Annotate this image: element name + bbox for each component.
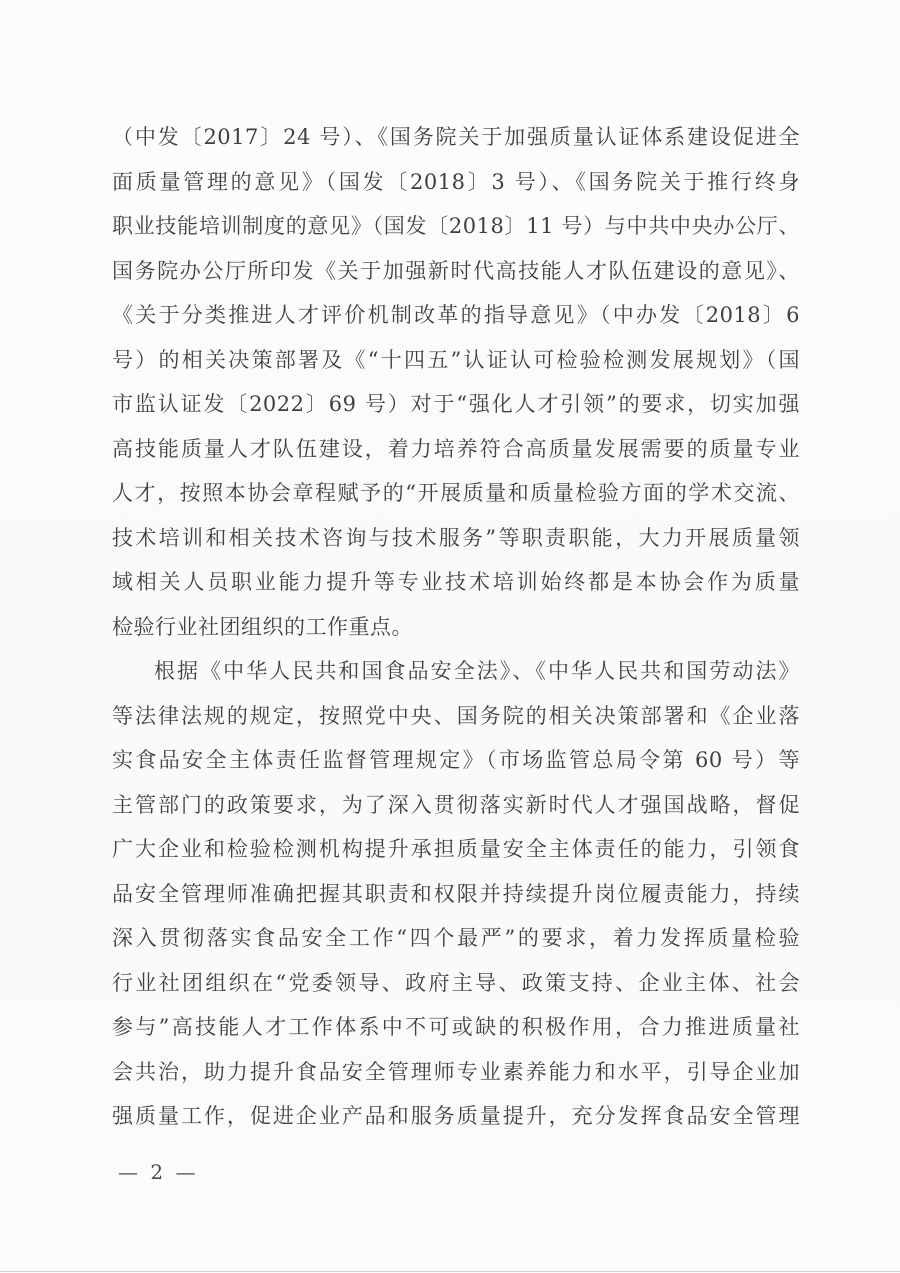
page-number: — 2 — [118,1160,199,1184]
text-line: 域相关人员职业能力提升等专业技术培训始终都是本协会作为质量 [112,570,800,594]
text-line: 《关于分类推进人才评价机制改革的指导意见》（中办发〔2018〕6 [112,303,800,327]
text-line: 国务院办公厅所印发《关于加强新时代高技能人才队伍建设的意见》、 [112,258,800,283]
text-line: 等法律法规的规定，按照党中央、国务院的相关决策部署和《企业落 [112,703,800,728]
text-line: 市监认证发〔2022〕69 号）对于“强化人才引领”的要求，切实加强 [112,392,800,416]
text-line: 参与”高技能人才工作体系中不可或缺的积极作用，合力推进质量社 [112,1015,800,1039]
text-line: 深入贯彻落实食品安全工作“四个最严”的要求，着力发挥质量检验 [112,926,800,950]
text-line: 强质量工作，促进企业产品和服务质量提升，充分发挥食品安全管理 [112,1104,800,1128]
text-line: 面质量管理的意见》（国发〔2018〕3 号）、《国务院关于推行终身 [112,169,800,194]
text-line: 职业技能培训制度的意见》（国发〔2018〕11 号）与中共中央办公厅、 [112,214,800,238]
text-line: （中发〔2017〕24 号）、《国务院关于加强质量认证体系建设促进全 [112,125,800,149]
text-line: 检验行业社团组织的工作重点。 [112,614,413,639]
text-line: 主管部门的政策要求，为了深入贯彻落实新时代人才强国战略，督促 [112,792,800,817]
text-line: 人才，按照本协会章程赋予的“开展质量和质量检验方面的学术交流、 [112,481,800,505]
text-line: 行业社团组织在“党委领导、政府主导、政策支持、企业主体、社会 [112,970,800,995]
text-line: 会共治，助力提升食品安全管理师专业素养能力和水平，引导企业加 [112,1059,800,1084]
text-line: 高技能质量人才队伍建设，着力培养符合高质量发展需要的质量专业 [112,436,800,461]
text-line: 号）的相关决策部署及《“十四五”认证认可检验检测发展规划》（国 [112,347,800,372]
text-line: 实食品安全主体责任监督管理规定》（市场监管总局令第 60 号）等 [112,748,800,772]
text-line: 广大企业和检验检测机构提升承担质量安全主体责任的能力，引领食 [112,837,800,861]
text-line: 技术培训和相关技术咨询与技术服务”等职责职能，大力开展质量领 [112,525,800,550]
text-line: 品安全管理师准确把握其职责和权限并持续提升岗位履责能力，持续 [112,881,800,906]
text-line: 根据《中华人民共和国食品安全法》、《中华人民共和国劳动法》 [154,659,800,683]
page-bottom-edge [0,1271,900,1272]
body-text [112,115,800,1139]
